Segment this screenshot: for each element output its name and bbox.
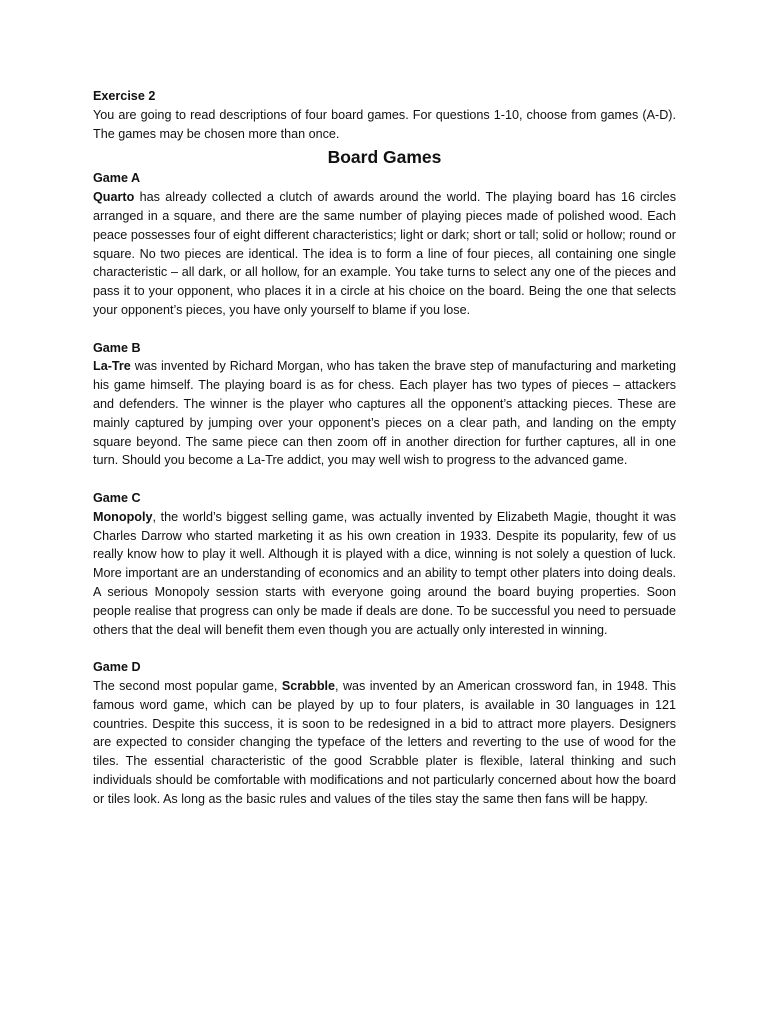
game-c-description [93,508,676,640]
game-c-heading: Game C [93,490,141,505]
game-b-description [93,357,676,470]
game-b-section [93,339,676,471]
game-d-text-before: The second most popular game, [93,678,282,693]
document-page [93,87,676,827]
game-b-name: La-Tre [93,359,131,374]
exercise-instructions: You are going to read descriptions of four board games. For questions 1-10, choose from games (A-D). The games may be chosen more than once. [93,107,676,141]
game-d-name: Scrabble [281,678,336,693]
game-d-text: , was invented by an American crossword fan, in 1948. This famous word game, which can be played by up to four platers, is available in 30 languages in 121 countries. Despite this success, it is soon to be redesigned in a bid to attract more players. Designers are expected to consider changing the typeface of the letters and reverting to the use of wood for the tiles. The essential characteristic of the good Scrabble plater is flexible, lateral thinking and such individuals should be comfortable with modifications and not particularly concerned about how the board or tiles look. As long as the basic rules and values of the tiles stay the same then fans will be happy. [93,678,676,806]
game-c-section [93,489,676,639]
game-a-description [93,188,676,320]
game-d-heading: Game D [93,660,141,675]
game-b-heading: Game B [93,340,141,355]
exercise-title: Exercise 2 [93,89,156,103]
game-d-section [93,658,676,808]
game-a-heading: Game A [93,171,141,186]
game-a-text: has already collected a clutch of awards around the world. The playing board has 16 circles arranged in a square, and there are the same number of playing pieces made of polished wood. Each peace possesses four of eight different characteristics; light or dark; short or tall; solid or hollow; round or square. No two pieces are identical. The idea is to form a line of four pieces, all containing one single characteristic – all dark, or all hollow, for an example. You take turns to select any one of the pieces and pass it to your opponent, who places it in a circle at his choice on the board. Being the one that selects your opponent’s pieces, you have only yourself to blame if you lose. [93,190,676,317]
document-title: Board Games [327,147,442,168]
game-c-text: , the world’s biggest selling game, was actually invented by Elizabeth Magie, thought it was Charles Darrow who started marketing it as his own creation in 1933. Despite its popularity, few of us really know how to play it well. Although it is played with a dice, winning is not solely a question of luck. More important are an understanding of economics and an ability to tempt other platers into doing deals. A serious Monopoly session starts with everyone going around the board buying properties. Soon people realise that progress can only be made if deals are done. To be successful you need to persuade others that the deal will benefit them even though you are actually only interested in winning. [93,509,676,637]
game-d-description [93,677,676,809]
game-a-name: Quarto [93,190,135,205]
game-b-text: was invented by Richard Morgan, who has taken the brave step of manufacturing and marketing his game himself. The playing board is as for chess. Each player has two types of pieces – attackers and defenders. The winner is the player who captures all the opponent’s attacking pieces. These are mainly captured by jumping over your opponent’s pieces on a clear path, and landing on the empty square beyond. The same piece can then zoom off in another direction for further captures, all in one turn. Should you become a La-Tre addict, you may well wish to progress to the advanced game. [93,359,676,468]
game-c-name: Monopoly [93,509,153,524]
game-a-section [93,169,676,319]
